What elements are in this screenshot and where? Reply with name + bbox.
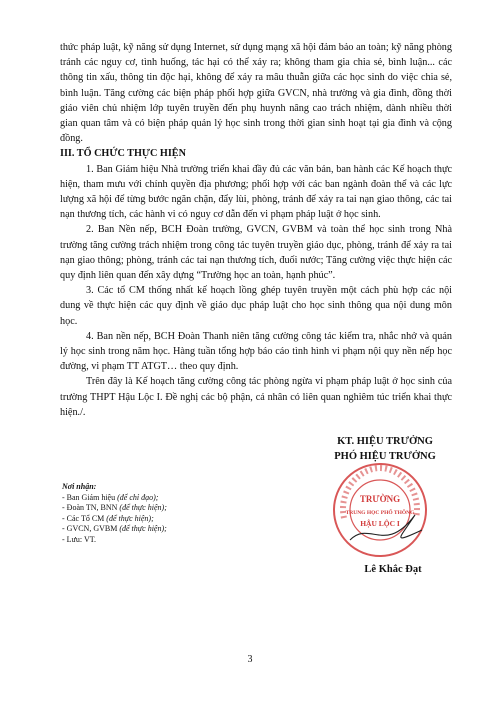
document-body bbox=[60, 40, 452, 420]
stamp-text-1: TRƯỜNG bbox=[359, 494, 401, 504]
signer-name: Lê Khắc Đạt bbox=[364, 564, 422, 575]
recipient-item: - Lưu: VT. bbox=[62, 534, 97, 544]
paragraph-item-2: 2. Ban Nền nếp, BCH Đoàn trường, GVCN, GVBM và toàn thể học sinh trong Nhà trường tăng cường trách nhiệm trong công tác tuyên truyền giáo dục, phòng, tránh để xảy ra tai nạn giao thông; phòng, tránh các tai nạn thương tích, đuối nước; Tăng cường việc thực hiện các quy định liên quan đến xây dựng “Trường học an toàn, hạnh phúc”. bbox=[60, 224, 452, 282]
paragraph-closing: Trên đây là Kế hoạch tăng cường công tác phòng ngừa vi phạm pháp luật ở học sinh của trường THPT Hậu Lộc I. Đề nghị các bộ phận, cá nhân có liên quan nghiêm túc triển khai thực hiện./. bbox=[60, 376, 452, 418]
signature-title-2: PHÓ HIỆU TRƯỞNG bbox=[334, 451, 436, 462]
recipients-list bbox=[62, 482, 262, 546]
stamp-text-3: HẬU LỘC I bbox=[360, 519, 400, 528]
paragraph-item-4: 4. Ban nền nếp, BCH Đoàn Thanh niên tăng cường công tác kiểm tra, nhắc nhở và quản lý học sinh trong năm học. Hàng tuần tổng hợp báo cáo tình hình vi phạm nội quy nền nếp học đường, vi phạm TT ATGT… theo quy định. bbox=[60, 330, 452, 373]
signature-title-1: KT. HIỆU TRƯỞNG bbox=[337, 436, 433, 447]
recipient-item: - Đoàn TN, BNN (để thực hiện); bbox=[62, 503, 167, 513]
recipients-title: Nơi nhận: bbox=[62, 482, 97, 491]
paragraph-item-1: 1. Ban Giám hiệu Nhà trường triển khai đầy đủ các văn bản, ban hành các Kế hoạch thực hiện, tham mưu với chính quyền địa phương; phối hợp với các ban ngành đoàn thể và các lực lượng xã hội để từng bước ngăn chặn, đẩy lùi, phòng, tránh để xảy ra tai nạn giao thông, các tai nạn thương tích, các hành vi có nguy cơ dẫn đến vi phạm pháp luật ở học sinh. bbox=[60, 163, 452, 221]
recipient-item: - Các Tổ CM (để thực hiện); bbox=[62, 513, 154, 523]
page-number: 3 bbox=[247, 654, 253, 665]
recipient-item: - Ban Giám hiệu (để chỉ đạo); bbox=[62, 492, 159, 502]
paragraph-intro: thức pháp luật, kỹ năng sử dụng Internet, sử dụng mạng xã hội đảm bảo an toàn; kỹ năng phòng tránh các nguy cơ, tình huống, tác hại có thể xảy ra; không tham gia chia sẻ, bình luận... các thông tin xấu, thông tin độc hại, không để xảy ra mâu thuẫn giữa các học sinh do việc chia sẻ, bình luận. Tăng cường các biện pháp phối hợp giữa GVCN, nhà trường và gia đình, đồng thời giáo viên chủ nhiệm lớp tuyên truyền đến phụ huynh nâng cao trách nhiệm, dành nhiều thời gian quan tâm và có biện pháp quản lý học sinh trong thời gian sinh hoạt tại gia đình và cộng đồng. bbox=[60, 42, 452, 145]
section-heading: III. TỔ CHỨC THỰC HIỆN bbox=[60, 148, 186, 160]
recipient-item: - GVCN, GVBM (để thực hiện); bbox=[62, 524, 167, 534]
paragraph-item-3: 3. Các tổ CM thống nhất kế hoạch lồng ghép tuyên truyền một cách phù hợp các nội dung về thực hiện các quy định về giáo dục pháp luật cho học sinh thông qua nội dung môn học. bbox=[60, 285, 452, 327]
stamp-text-2: TRUNG HỌC PHỔ THÔNG bbox=[345, 510, 415, 516]
official-stamp bbox=[330, 460, 430, 560]
